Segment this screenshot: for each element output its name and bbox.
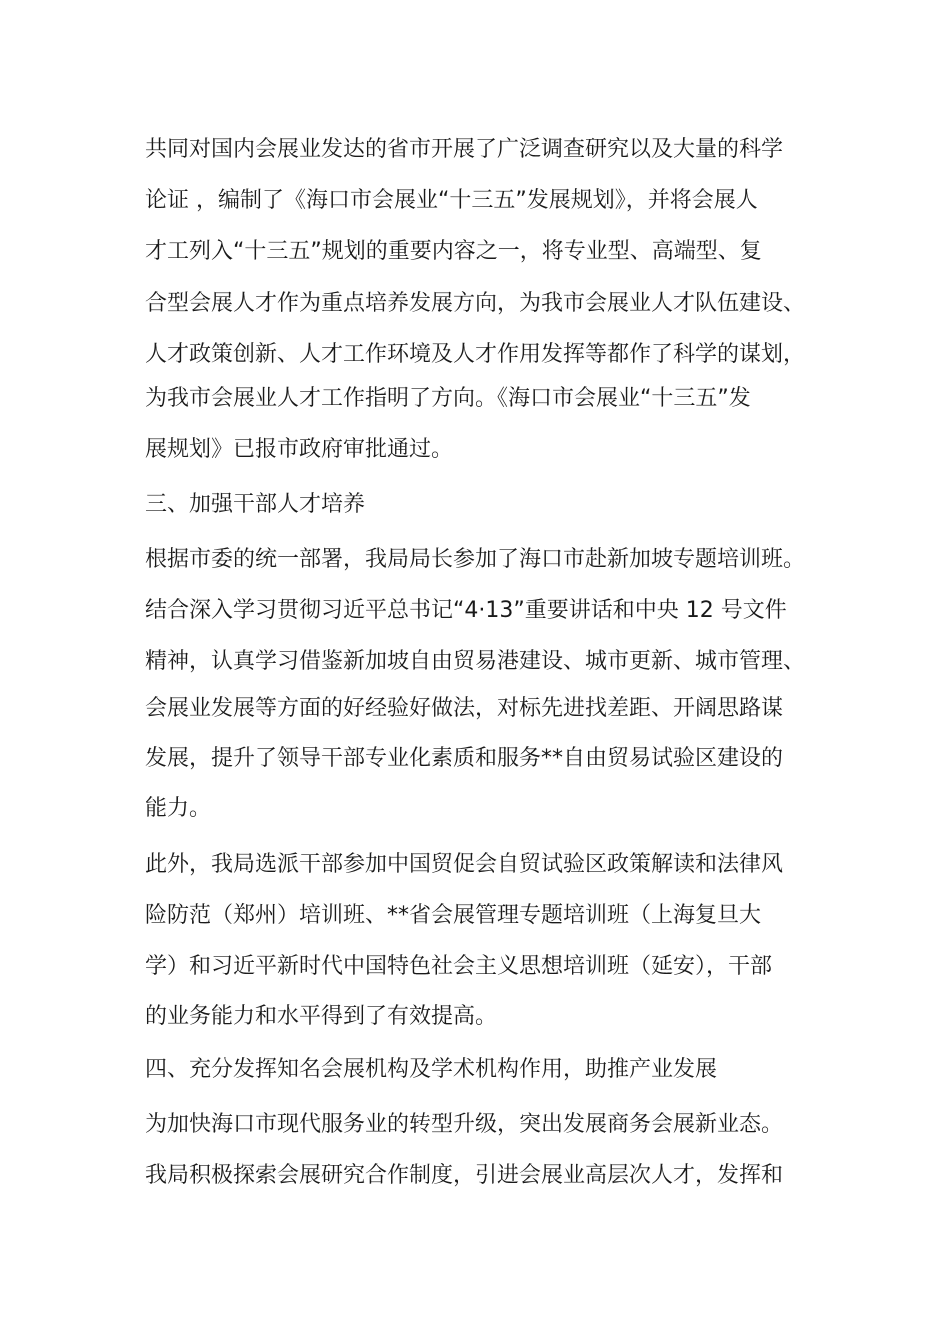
text-line: 学）和习近平新时代中国特色社会主义思想培训班（延安），干部 (145, 954, 773, 979)
text-line: 展规划》已报市政府审批通过。 (145, 437, 454, 462)
text-line: 发展，提升了领导干部专业化素质和服务**自由贸易试验区建设的 (145, 746, 784, 771)
section-heading: 三、加强干部人才培养 (145, 492, 366, 517)
text-line: 人才政策创新、人才工作环境及人才作用发挥等都作了科学的谋划， (145, 342, 806, 367)
text-line: 为加快海口市现代服务业的转型升级，突出发展商务会展新业态。 (145, 1112, 784, 1137)
text-line: 共同对国内会展业发达的省市开展了广泛调查研究以及大量的科学 (145, 137, 784, 162)
text-line: 精神，认真学习借鉴新加坡自由贸易港建设、城市更新、城市管理、 (145, 649, 806, 674)
text-line: 为我市会展业人才工作指明了方向。《海口市会展业“十三五”发 (145, 386, 751, 411)
text-line: 合型会展人才作为重点培养发展方向，为我市会展业人才队伍建设、 (145, 291, 806, 316)
text-line: 我局积极探索会展研究合作制度，引进会展业高层次人才，发挥和 (145, 1163, 784, 1188)
text-line: 会展业发展等方面的好经验好做法，对标先进找差距、开阔思路谋 (145, 696, 784, 721)
text-line: 此外，我局选派干部参加中国贸促会自贸试验区政策解读和法律风 (145, 852, 784, 877)
section-heading: 四、充分发挥知名会展机构及学术机构作用，助推产业发展 (145, 1057, 718, 1082)
text-line: 结合深入学习贯彻习近平总书记“4·13”重要讲话和中央 12 号文件 (145, 598, 787, 623)
text-line: 险防范（郑州）培训班、**省会展管理专题培训班（上海复旦大 (145, 903, 762, 928)
text-line: 根据市委的统一部署，我局局长参加了海口市赴新加坡专题培训班。 (145, 547, 806, 572)
text-line: 的业务能力和水平得到了有效提高。 (145, 1004, 498, 1029)
text-line: 能力。 (145, 796, 212, 821)
text-line: 论证 ，编制了《海口市会展业“十三五”发展规划》，并将会展人 (145, 188, 758, 213)
text-line: 才工列入“十三五”规划的重要内容之一，将专业型、高端型、复 (145, 239, 762, 264)
